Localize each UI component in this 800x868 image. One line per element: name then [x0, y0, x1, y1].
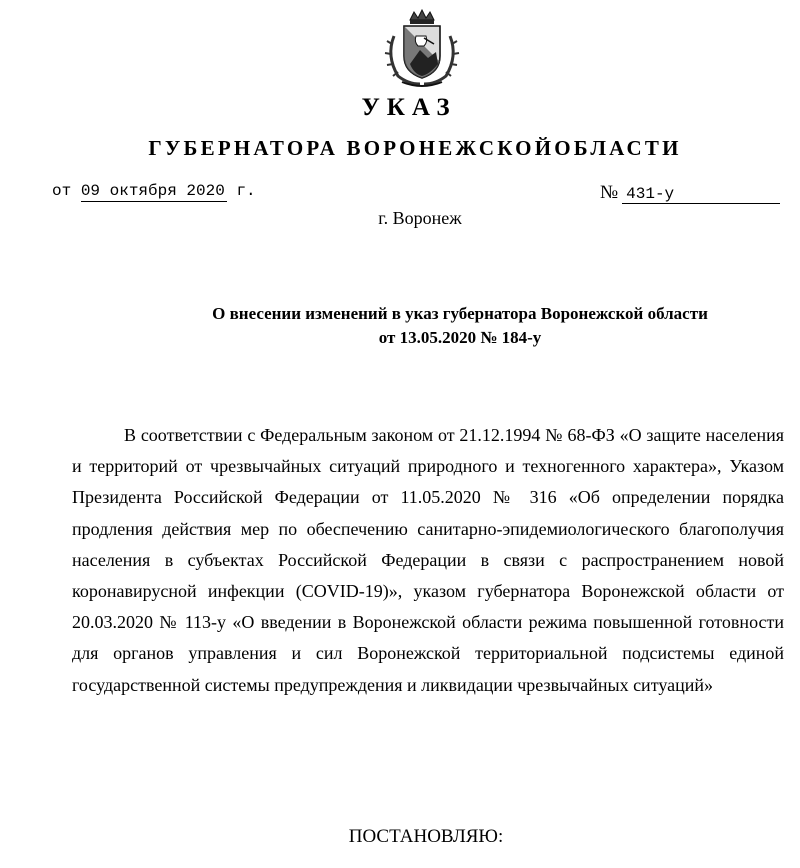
body-paragraph: В соответствии с Федеральным законом от 21.12.1994 № 68-ФЗ «О защите населения и территорий от чрезвычайных ситуаций природного и техногенного характера», Указом Президента Российской Федерации от 11.05.2020 № 316 «Об определении порядка продления действия мер по обеспечению санитарно-эпидемиологического благополучия населения в субъектах Российской Федерации в связи с распространением новой коронавирусной инфекции (COVID-19)», указом губернатора Воронежской области от 20.03.2020 № 113-у «О введении в Воронежской области режима повышенной готовности для органов управления и сил Воронежской территориальной подсистемы единой государственной системы предупреждения и ликвидации чрезвычайных ситуаций» [72, 425, 784, 695]
document-type-heading: УКАЗ [361, 94, 457, 121]
date-suffix: г. [236, 182, 256, 200]
title-line-1: О внесении изменений в указ губернатора Воронежской области [212, 304, 708, 323]
date-prefix: от [52, 182, 72, 200]
city-name: г. Воронеж [378, 208, 462, 228]
title-line-2: от 13.05.2020 № 184-у [378, 328, 542, 347]
issuer-heading: ГУБЕРНАТОРА ВОРОНЕЖСКОЙОБЛАСТИ [148, 136, 682, 160]
document-title [60, 302, 800, 350]
number-value: 431-у [622, 185, 780, 204]
voronezh-coat-of-arms-icon [380, 6, 464, 88]
date-value: 09 октября 2020 [80, 182, 225, 200]
number-sign: № [600, 182, 619, 203]
document-date [52, 182, 256, 202]
decree-word: ПОСТАНОВЛЯЮ: [348, 826, 504, 847]
document-number [600, 182, 780, 204]
